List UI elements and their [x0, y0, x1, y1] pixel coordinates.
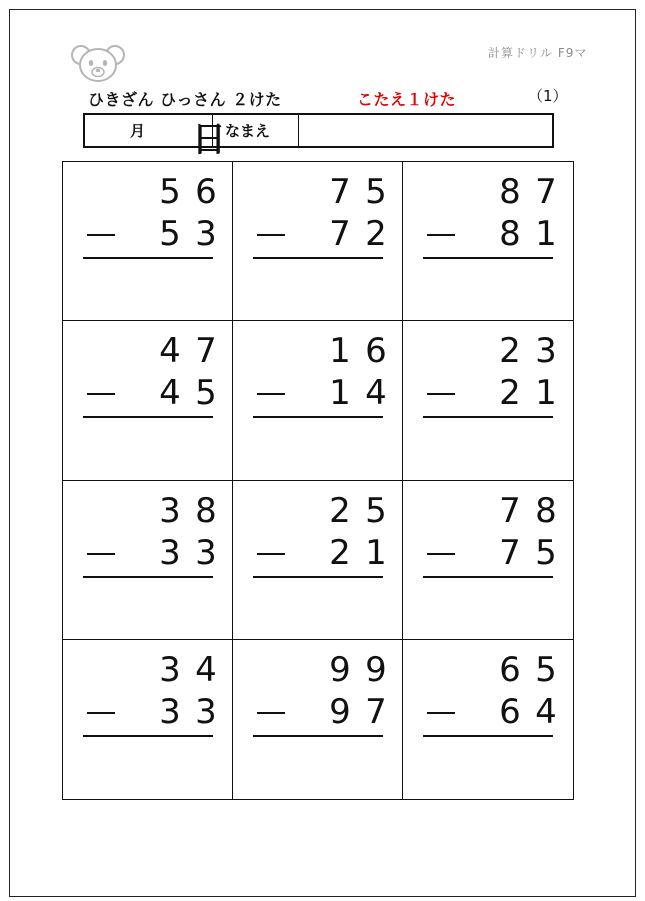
subtrahend [83, 373, 217, 414]
minus-sign-icon [87, 553, 115, 555]
subtrahend-ones-digit: 5 [195, 373, 217, 414]
subtrahend-ones-digit: 2 [365, 214, 387, 254]
subtrahend-tens-digit: 6 [499, 691, 521, 732]
minuend-tens-digit: 3 [159, 649, 181, 690]
minuend [83, 331, 217, 372]
subtrahend-tens-digit: 7 [499, 532, 521, 573]
minuend-ones-digit: 7 [535, 172, 557, 212]
subtraction-problem[interactable] [233, 162, 403, 321]
minus-sign-icon [87, 712, 115, 714]
subtrahend [253, 532, 387, 573]
day-label: 日 [192, 120, 226, 160]
subtraction-problem[interactable] [63, 162, 233, 321]
minuend [83, 490, 217, 531]
subtrahend-ones-digit: 3 [195, 214, 217, 254]
answer-line [423, 735, 553, 737]
minuend [423, 331, 557, 372]
subtraction-problem[interactable] [233, 321, 403, 480]
subtrahend-ones-digit: 1 [365, 532, 387, 573]
minus-sign-icon [257, 553, 285, 555]
subtraction-problem[interactable] [403, 162, 573, 321]
subtraction-problem[interactable] [403, 640, 573, 799]
subtrahend-tens-digit: 3 [159, 691, 181, 732]
minus-sign-icon [87, 234, 115, 236]
minus-sign-icon [87, 393, 115, 395]
minus-sign-icon [427, 393, 455, 395]
subtrahend-ones-digit: 1 [535, 373, 557, 414]
minuend [423, 172, 557, 212]
subtraction-problem[interactable] [63, 321, 233, 480]
minuend-ones-digit: 9 [365, 649, 387, 690]
subtrahend-tens-digit: 1 [329, 373, 351, 414]
brand-label: 計算ドリル F9マ [488, 46, 588, 60]
subtrahend-ones-digit: 3 [195, 532, 217, 573]
bear-logo-icon [71, 43, 125, 83]
answer-line [83, 576, 213, 578]
minuend-tens-digit: 7 [329, 172, 351, 212]
subtrahend-tens-digit: 7 [329, 214, 351, 254]
minuend-tens-digit: 2 [499, 331, 521, 372]
title-highlight: こたえ１けた [357, 90, 457, 109]
minuend [423, 649, 557, 690]
answer-line [423, 416, 553, 418]
subtrahend-ones-digit: 3 [195, 691, 217, 732]
minuend-ones-digit: 6 [365, 331, 387, 372]
minuend-ones-digit: 5 [365, 172, 387, 212]
subtrahend-tens-digit: 2 [329, 532, 351, 573]
problem-grid [62, 161, 574, 800]
answer-line [423, 576, 553, 578]
answer-line [253, 735, 383, 737]
subtraction-problem[interactable] [233, 481, 403, 640]
minuend-tens-digit: 7 [499, 490, 521, 531]
minuend-tens-digit: 5 [159, 172, 181, 212]
subtrahend-ones-digit: 7 [365, 691, 387, 732]
minuend-ones-digit: 5 [365, 490, 387, 531]
minuend [83, 649, 217, 690]
minuend-ones-digit: 8 [535, 490, 557, 531]
sheet-number: （1） [528, 87, 568, 105]
minuend-tens-digit: 9 [329, 649, 351, 690]
minuend [253, 649, 387, 690]
minus-sign-icon [427, 234, 455, 236]
subtrahend [423, 214, 557, 254]
minuend-ones-digit: 8 [195, 490, 217, 531]
answer-line [83, 735, 213, 737]
subtrahend [83, 691, 217, 732]
answer-line [83, 416, 213, 418]
subtrahend-tens-digit: 8 [499, 214, 521, 254]
subtrahend [253, 691, 387, 732]
minuend-tens-digit: 3 [159, 490, 181, 531]
subtraction-problem[interactable] [63, 481, 233, 640]
subtraction-problem[interactable] [403, 321, 573, 480]
subtrahend-tens-digit: 3 [159, 532, 181, 573]
subtrahend-ones-digit: 4 [535, 691, 557, 732]
minuend-tens-digit: 4 [159, 331, 181, 372]
subtrahend-ones-digit: 4 [365, 373, 387, 414]
minuend [253, 172, 387, 212]
minus-sign-icon [427, 712, 455, 714]
answer-line [83, 257, 213, 259]
name-label: なまえ [213, 115, 299, 146]
minus-sign-icon [427, 553, 455, 555]
answer-line [253, 416, 383, 418]
minuend-ones-digit: 7 [195, 331, 217, 372]
subtrahend-tens-digit: 4 [159, 373, 181, 414]
worksheet-title [88, 87, 568, 109]
subtrahend-ones-digit: 5 [535, 532, 557, 573]
subtrahend [83, 214, 217, 254]
subtraction-problem[interactable] [233, 640, 403, 799]
subtrahend [423, 691, 557, 732]
minuend [83, 172, 217, 212]
minus-sign-icon [257, 393, 285, 395]
subtrahend [253, 373, 387, 414]
date-name-box [83, 113, 554, 160]
minuend-ones-digit: 6 [195, 172, 217, 212]
subtraction-problem[interactable] [403, 481, 573, 640]
month-label: 月 [130, 122, 146, 140]
minuend-tens-digit: 8 [499, 172, 521, 212]
answer-line [253, 257, 383, 259]
subtrahend [83, 532, 217, 573]
minuend-ones-digit: 5 [535, 649, 557, 690]
minuend-tens-digit: 1 [329, 331, 351, 372]
subtrahend-tens-digit: 2 [499, 373, 521, 414]
minuend-ones-digit: 3 [535, 331, 557, 372]
minuend [423, 490, 557, 531]
subtrahend [423, 532, 557, 573]
minuend-ones-digit: 4 [195, 649, 217, 690]
minus-sign-icon [257, 234, 285, 236]
subtrahend [253, 214, 387, 254]
minuend [253, 331, 387, 372]
subtrahend-ones-digit: 1 [535, 214, 557, 254]
name-field[interactable] [299, 115, 552, 146]
subtrahend-tens-digit: 9 [329, 691, 351, 732]
title-text: ひきざん ひっさん ２けた [88, 90, 282, 109]
minuend-tens-digit: 6 [499, 649, 521, 690]
minuend-tens-digit: 2 [329, 490, 351, 531]
subtraction-problem[interactable] [63, 640, 233, 799]
minus-sign-icon [257, 712, 285, 714]
date-field[interactable] [85, 115, 226, 160]
subtrahend-tens-digit: 5 [159, 214, 181, 254]
answer-line [423, 257, 553, 259]
subtrahend [423, 373, 557, 414]
answer-line [253, 576, 383, 578]
minuend [253, 490, 387, 531]
